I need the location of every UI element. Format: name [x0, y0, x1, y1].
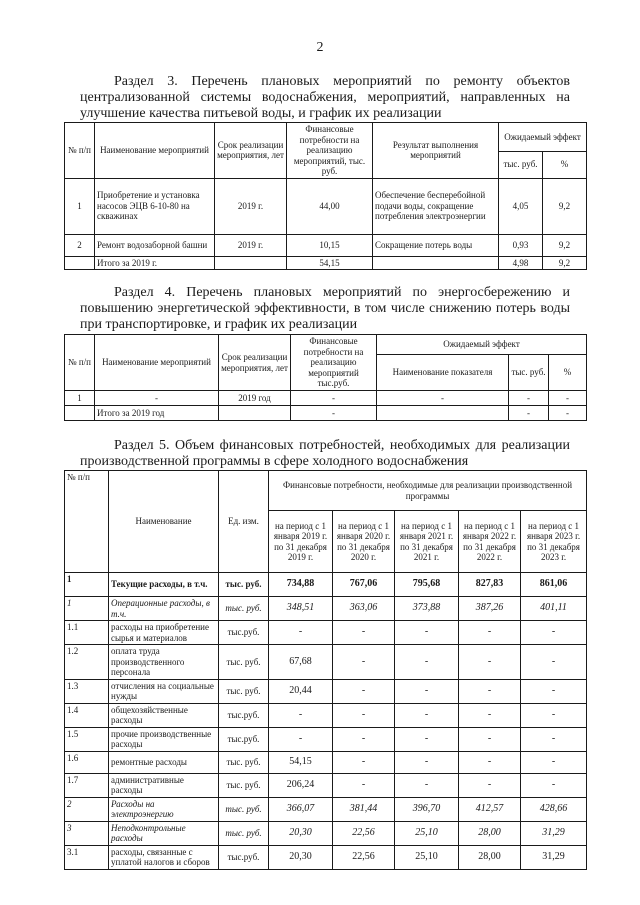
- s5-row-value-2022: -: [459, 703, 521, 727]
- table-row: [65, 645, 587, 680]
- s3-row1-name: Приобретение и установка насосов ЭЦВ 6-10-80 на скважинах: [95, 178, 215, 234]
- table-total-row: [65, 256, 587, 270]
- table-row: [65, 773, 587, 797]
- s5-row-value-2020: -: [333, 751, 395, 773]
- table-row: [65, 751, 587, 773]
- section5-heading-text: Раздел 5. Объем финансовых потребностей, необходимых для реализации производственной программы в сфере холодного водоснабжения: [80, 438, 570, 469]
- table-row: [65, 573, 587, 597]
- table-row: [65, 234, 587, 256]
- s5-row-name: общехозяйственные расходы: [109, 703, 219, 727]
- s5-row-name: Расходы на электроэнергию: [109, 797, 219, 821]
- s3-total-label: Итого за 2019 г.: [95, 256, 215, 270]
- s3-row2-effect: 0,93: [499, 234, 543, 256]
- s5-row-value-2022: 412,57: [459, 797, 521, 821]
- s4-header-effect: Ожидаемый эффект: [377, 335, 587, 355]
- s5-row-unit: тыс. руб.: [219, 751, 269, 773]
- s5-row-num: 3.1: [65, 845, 109, 869]
- table-row: [65, 797, 587, 821]
- s5-header-period-2022: на период с 1 января 2022 г. по 31 декабря 2022 г.: [459, 511, 521, 573]
- s4-row1-name: -: [95, 391, 219, 406]
- s3-row1-percent: 9,2: [543, 178, 587, 234]
- s5-row-value-2023: 428,66: [521, 797, 587, 821]
- s5-row-value-2020: 381,44: [333, 797, 395, 821]
- s5-header-unit: Ед. изм.: [219, 471, 269, 573]
- section4-table: [64, 334, 587, 421]
- s4-header-finance: Финансовые потребности на реализацию мероприятий тыс.руб.: [291, 335, 377, 391]
- s5-row-unit: тыс.руб.: [219, 621, 269, 645]
- s3-header-percent: %: [543, 151, 587, 178]
- s5-row-value-2020: -: [333, 773, 395, 797]
- s5-row-value-2023: 401,11: [521, 597, 587, 621]
- s5-row-num: 1: [65, 573, 109, 597]
- s5-row-value-2019: 20,44: [269, 679, 333, 703]
- s5-row-num: 1.4: [65, 703, 109, 727]
- s4-row1-term: 2019 год: [219, 391, 291, 406]
- s5-row-value-2020: 22,56: [333, 845, 395, 869]
- s5-row-unit: тыс. руб.: [219, 679, 269, 703]
- s3-header-num: № п/п: [65, 123, 95, 179]
- s5-row-value-2019: 206,24: [269, 773, 333, 797]
- s3-row2-name: Ремонт водозаборной башни: [95, 234, 215, 256]
- table-row: [65, 703, 587, 727]
- s4-total-finance: -: [291, 406, 377, 421]
- s5-row-name: ремонтные расходы: [109, 751, 219, 773]
- s5-row-value-2020: 363,06: [333, 597, 395, 621]
- s5-header-period-2020: на период с 1 января 2020 г. по 31 декабря 2020 г.: [333, 511, 395, 573]
- s5-row-value-2022: 28,00: [459, 845, 521, 869]
- s5-row-value-2021: -: [395, 645, 459, 680]
- s3-row1-num: 1: [65, 178, 95, 234]
- table-row: [65, 391, 587, 406]
- section5-heading: [80, 438, 570, 470]
- s5-row-name: расходы, связанные с уплатой налогов и сборов: [109, 845, 219, 869]
- table-row: [65, 597, 587, 621]
- s5-row-value-2023: -: [521, 703, 587, 727]
- s5-row-value-2021: 25,10: [395, 845, 459, 869]
- table-row: [65, 821, 587, 845]
- s5-row-value-2023: -: [521, 679, 587, 703]
- s3-row2-finance: 10,15: [287, 234, 373, 256]
- s5-row-value-2023: -: [521, 751, 587, 773]
- s3-header-finance: Финансовые потребности на реализацию мероприятий, тыс. руб.: [287, 123, 373, 179]
- s5-row-value-2019: 20,30: [269, 821, 333, 845]
- table-row: [65, 845, 587, 869]
- s5-row-value-2020: -: [333, 645, 395, 680]
- s5-row-value-2019: 734,88: [269, 573, 333, 597]
- s5-row-value-2021: 25,10: [395, 821, 459, 845]
- s5-row-value-2021: 396,70: [395, 797, 459, 821]
- s4-row1-percent: -: [549, 391, 587, 406]
- s5-row-unit: тыс. руб.: [219, 645, 269, 680]
- s5-header-finance: Финансовые потребности, необходимые для реализации производственной программы: [269, 471, 587, 511]
- s5-row-num: 1.3: [65, 679, 109, 703]
- s5-row-unit: тыс. руб.: [219, 597, 269, 621]
- s3-row2-result: Сокращение потерь воды: [373, 234, 499, 256]
- s5-row-value-2022: 387,26: [459, 597, 521, 621]
- s3-header-term: Срок реализации мероприятия, лет: [215, 123, 287, 179]
- s5-row-value-2022: -: [459, 751, 521, 773]
- s5-header-num: № п/п: [65, 471, 109, 573]
- s3-row1-term: 2019 г.: [215, 178, 287, 234]
- table-row: [65, 178, 587, 234]
- s5-row-unit: тыс.руб.: [219, 703, 269, 727]
- s5-row-unit: тыс.руб.: [219, 845, 269, 869]
- s5-row-unit: тыс. руб.: [219, 773, 269, 797]
- section3-heading-text: Раздел 3. Перечень плановых мероприятий по ремонту объектов централизованной системы водоснабжения, мероприятий, направленных на улучшение качества питьевой воды, и график их реализации: [80, 74, 570, 121]
- s5-row-unit: тыс. руб.: [219, 821, 269, 845]
- s5-row-value-2020: -: [333, 621, 395, 645]
- s5-row-value-2021: -: [395, 621, 459, 645]
- section4-heading-text: Раздел 4. Перечень плановых мероприятий по энергосбережению и повышению энергетической эффективности, в том числе снижению потерь воды при транспортировке, и график их реализации: [80, 285, 570, 332]
- s5-row-value-2023: -: [521, 773, 587, 797]
- s5-row-value-2023: -: [521, 727, 587, 751]
- s5-header-period-2019: на период с 1 января 2019 г. по 31 декабря 2019 г.: [269, 511, 333, 573]
- s3-row2-percent: 9,2: [543, 234, 587, 256]
- section5-table: [64, 470, 587, 870]
- s5-row-num: 1.6: [65, 751, 109, 773]
- s5-row-value-2019: 67,68: [269, 645, 333, 680]
- s3-header-name: Наименование мероприятий: [95, 123, 215, 179]
- s5-row-value-2019: -: [269, 621, 333, 645]
- s5-row-value-2022: -: [459, 773, 521, 797]
- s5-row-value-2021: 795,68: [395, 573, 459, 597]
- s5-row-value-2023: 31,29: [521, 821, 587, 845]
- s5-row-name: прочие производственные расходы: [109, 727, 219, 751]
- s3-header-result: Результат выполнения мероприятий: [373, 123, 499, 179]
- table-row: [65, 679, 587, 703]
- s5-row-num: 1.7: [65, 773, 109, 797]
- s5-header-period-2021: на период с 1 января 2021 г. по 31 декабря 2021 г.: [395, 511, 459, 573]
- s5-row-name: Текущие расходы, в т.ч.: [109, 573, 219, 597]
- s3-row2-num: 2: [65, 234, 95, 256]
- s5-row-value-2021: -: [395, 773, 459, 797]
- s5-row-name: административные расходы: [109, 773, 219, 797]
- s5-row-num: 1.5: [65, 727, 109, 751]
- s5-row-num: 1: [65, 597, 109, 621]
- s3-row1-effect: 4,05: [499, 178, 543, 234]
- s4-header-num: № п/п: [65, 335, 95, 391]
- s5-row-value-2021: -: [395, 751, 459, 773]
- s5-row-value-2020: -: [333, 703, 395, 727]
- s5-row-name: Неподконтрольные расходы: [109, 821, 219, 845]
- s5-row-value-2019: -: [269, 703, 333, 727]
- s4-header-term: Срок реализации мероприятия, лет: [219, 335, 291, 391]
- s5-row-value-2019: -: [269, 727, 333, 751]
- s5-row-value-2020: -: [333, 727, 395, 751]
- s5-row-unit: тыс. руб.: [219, 797, 269, 821]
- s5-row-value-2023: 861,06: [521, 573, 587, 597]
- s4-row1-indicator: -: [377, 391, 509, 406]
- s5-row-value-2019: 348,51: [269, 597, 333, 621]
- table-row: [65, 727, 587, 751]
- s5-header-period-2023: на период с 1 января 2023 г. по 31 декабря 2023 г.: [521, 511, 587, 573]
- s5-row-num: 1.1: [65, 621, 109, 645]
- s5-row-value-2021: -: [395, 703, 459, 727]
- s5-row-value-2020: 22,56: [333, 821, 395, 845]
- section5-table-body: [65, 573, 587, 870]
- s5-row-value-2022: 28,00: [459, 821, 521, 845]
- section3-heading: [80, 74, 570, 122]
- table-total-row: [65, 406, 587, 421]
- s5-row-unit: тыс.руб.: [219, 727, 269, 751]
- s3-row1-finance: 44,00: [287, 178, 373, 234]
- s5-row-name: отчисления на социальные нужды: [109, 679, 219, 703]
- s5-row-num: 3: [65, 821, 109, 845]
- s4-total-label: Итого за 2019 год: [95, 406, 219, 421]
- s3-row2-term: 2019 г.: [215, 234, 287, 256]
- section4-heading: [80, 285, 570, 333]
- s3-row1-result: Обеспечение бесперебойной подачи воды, сокращение потребления электроэнергии: [373, 178, 499, 234]
- s5-row-name: Операционные расходы, в т.ч.: [109, 597, 219, 621]
- s5-row-value-2019: 54,15: [269, 751, 333, 773]
- s5-row-value-2021: 373,88: [395, 597, 459, 621]
- s4-row1-unit: -: [509, 391, 549, 406]
- s5-row-value-2022: -: [459, 727, 521, 751]
- s3-total-percent: 9,2: [543, 256, 587, 270]
- s5-row-num: 1.2: [65, 645, 109, 680]
- s4-header-indicator: Наименование показателя: [377, 355, 509, 391]
- s4-header-percent: %: [549, 355, 587, 391]
- s3-header-unit: тыс. руб.: [499, 151, 543, 178]
- s5-row-value-2019: 366,07: [269, 797, 333, 821]
- s4-header-unit: тыс. руб.: [509, 355, 549, 391]
- s4-total-unit: -: [509, 406, 549, 421]
- s5-row-value-2019: 20,30: [269, 845, 333, 869]
- s5-row-value-2021: -: [395, 679, 459, 703]
- s5-row-value-2020: -: [333, 679, 395, 703]
- s5-row-value-2021: -: [395, 727, 459, 751]
- s4-total-percent: -: [549, 406, 587, 421]
- s5-row-value-2023: 31,29: [521, 845, 587, 869]
- s5-row-name: расходы на приобретение сырья и материалов: [109, 621, 219, 645]
- s5-row-value-2022: -: [459, 621, 521, 645]
- section3-table: [64, 122, 587, 270]
- s4-row1-finance: -: [291, 391, 377, 406]
- s5-row-unit: тыс. руб.: [219, 573, 269, 597]
- s4-header-name: Наименование мероприятий: [95, 335, 219, 391]
- s3-header-effect: Ожидаемый эффект: [499, 123, 587, 152]
- s4-row1-num: 1: [65, 391, 95, 406]
- s5-row-num: 2: [65, 797, 109, 821]
- s5-row-value-2023: -: [521, 645, 587, 680]
- s3-total-effect: 4,98: [499, 256, 543, 270]
- s5-row-value-2022: -: [459, 645, 521, 680]
- s5-row-name: оплата труда производственного персонала: [109, 645, 219, 680]
- s5-row-value-2020: 767,06: [333, 573, 395, 597]
- s3-total-finance: 54,15: [287, 256, 373, 270]
- s5-row-value-2022: 827,83: [459, 573, 521, 597]
- table-row: [65, 621, 587, 645]
- page-number: 2: [316, 40, 324, 55]
- s5-row-value-2022: -: [459, 679, 521, 703]
- s5-row-value-2023: -: [521, 621, 587, 645]
- s5-header-name: Наименование: [109, 471, 219, 573]
